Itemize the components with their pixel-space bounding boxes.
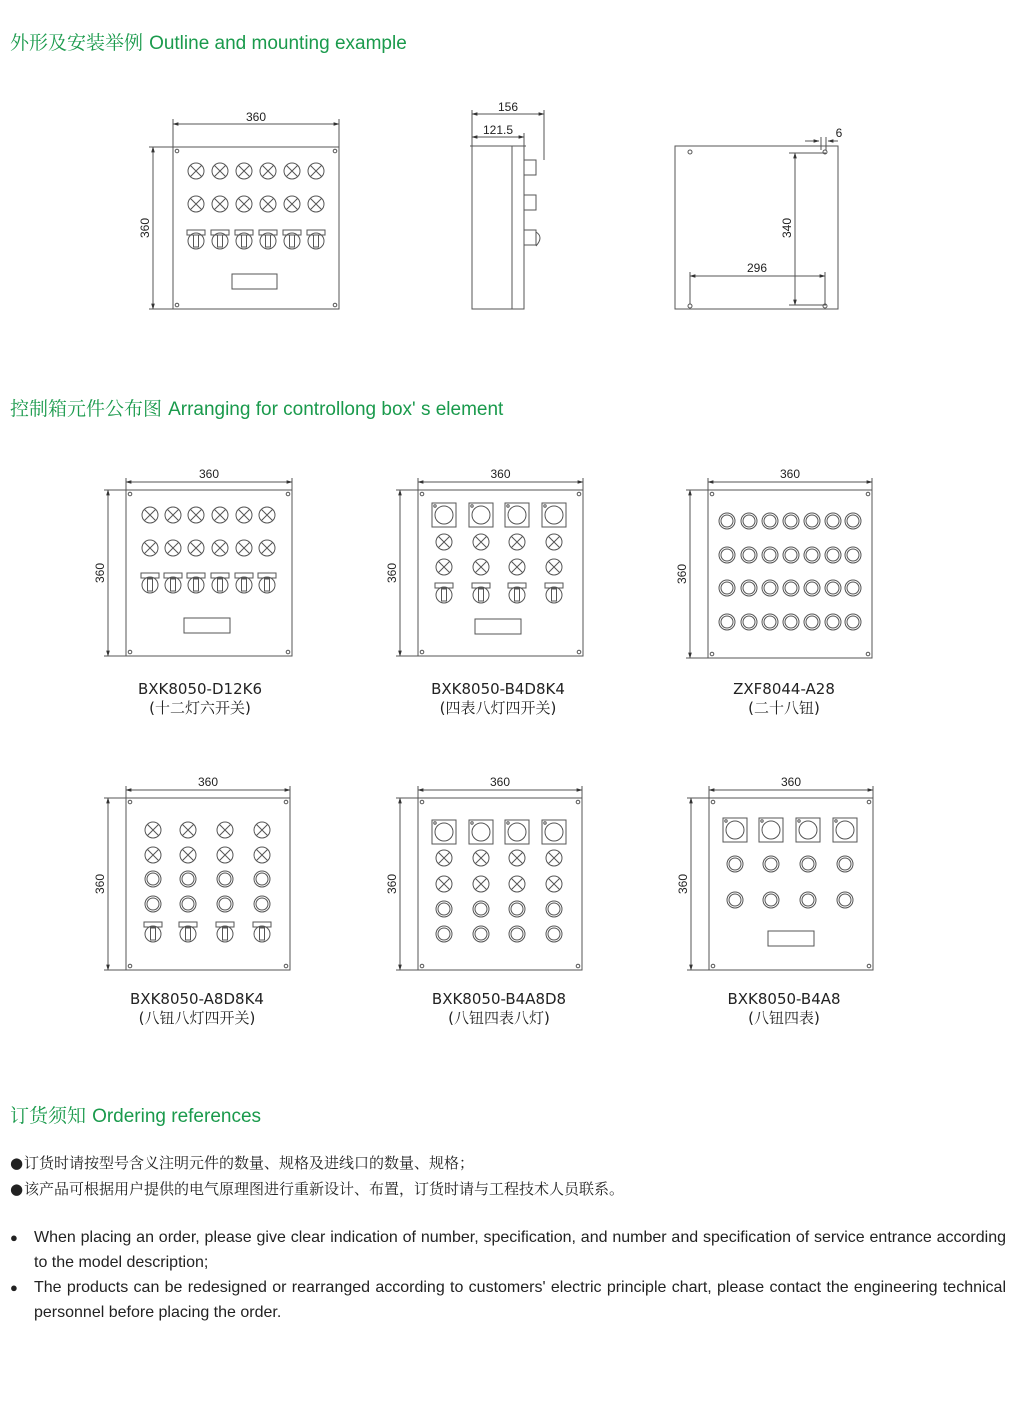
box-desc-5: (八钮四表八灯) (448, 1009, 550, 1027)
push-button-icon (800, 892, 816, 908)
switch-icon (211, 573, 229, 593)
indicator-lamp-icon (509, 876, 525, 892)
indicator-lamp-icon (145, 847, 161, 863)
push-button-icon (845, 614, 861, 630)
push-button-icon (783, 580, 799, 596)
section-arrangement-title-zh: 控制箱元件公布图 (10, 398, 163, 420)
outline-front-height-label: 360 (138, 217, 152, 239)
indicator-lamp-icon (217, 822, 233, 838)
box-desc-3: (二十八钮) (748, 699, 820, 717)
note-zh-2-text: 该产品可根据用户提供的电气原理图进行重新设计、布置，订货时请与工程技术人员联系。 (24, 1180, 625, 1198)
section-arrangement-heading (10, 394, 503, 421)
box-2-width-label: 360 (490, 467, 511, 481)
box-model-2: BXK8050-B4D8K4 (431, 680, 565, 698)
arrangement-box-4 (104, 786, 290, 970)
box-model-6: BXK8050-B4A8 (727, 990, 841, 1008)
push-button-icon (845, 513, 861, 529)
arrangement-box-3 (686, 478, 872, 658)
arrangement-box-2 (396, 478, 583, 656)
meter-icon (505, 820, 529, 844)
indicator-lamp-icon (546, 559, 562, 575)
box-6-width-label: 360 (780, 775, 802, 789)
box-desc-1: (十二灯六开关) (149, 699, 251, 717)
push-button-icon (719, 580, 735, 596)
box-3-height-label: 360 (675, 563, 689, 585)
push-button-icon (762, 547, 778, 563)
switch-icon (144, 922, 162, 942)
section-arrangement-title-en: Arranging for controllong box' s element (168, 399, 504, 420)
indicator-lamp-icon (436, 559, 452, 575)
push-button-icon (741, 547, 757, 563)
push-button-icon (180, 871, 196, 887)
indicator-lamp-icon (509, 850, 525, 866)
box-1-width-label: 360 (198, 467, 220, 481)
arrangement-box-1 (104, 478, 292, 656)
push-button-icon (217, 871, 233, 887)
box-5-height-label: 360 (385, 873, 399, 895)
indicator-lamp-icon (436, 850, 452, 866)
outline-front-width-label: 360 (245, 110, 267, 124)
switch-icon (435, 583, 453, 603)
indicator-lamp-icon (165, 507, 181, 523)
arrangement-box-5 (396, 786, 582, 970)
push-button-icon (145, 896, 161, 912)
push-button-icon (837, 892, 853, 908)
push-button-icon (436, 901, 452, 917)
ordering-notes-zh (10, 1150, 1006, 1202)
push-button-icon (763, 892, 779, 908)
indicator-lamp-icon (236, 540, 252, 556)
push-button-icon (254, 871, 270, 887)
meter-icon (759, 818, 783, 842)
indicator-lamp-icon (217, 847, 233, 863)
note-zh-1-text: 订货时请按型号含义注明元件的数量、规格及进线口的数量、规格； (24, 1154, 475, 1172)
note-en-1-text: When placing an order, please give clear indication of number, specification, and number and specification of service entrance according to the model description; (34, 1229, 1006, 1271)
indicator-lamp-icon (188, 540, 204, 556)
indicator-lamp-icon (180, 847, 196, 863)
push-button-icon (719, 513, 735, 529)
indicator-lamp-icon (165, 540, 181, 556)
meter-icon (833, 818, 857, 842)
push-button-icon (825, 513, 841, 529)
push-button-icon (837, 856, 853, 872)
outline-mount-height-label: 340 (780, 217, 794, 239)
push-button-icon (180, 896, 196, 912)
push-button-icon (783, 513, 799, 529)
meter-icon (505, 503, 529, 527)
box-4-height-label: 360 (93, 873, 107, 895)
indicator-lamp-icon (145, 822, 161, 838)
push-button-icon (762, 513, 778, 529)
box-model-1: BXK8050-D12K6 (137, 680, 262, 698)
push-button-icon (845, 547, 861, 563)
section-ordering-heading (10, 1101, 261, 1128)
outline-front-view (173, 147, 339, 309)
box-1-height-label: 360 (93, 562, 107, 584)
push-button-icon (800, 856, 816, 872)
outline-side-view (472, 146, 524, 309)
arrangement-box-6 (687, 786, 873, 970)
push-button-icon (254, 896, 270, 912)
push-button-icon (804, 547, 820, 563)
note-en-2-text: The products can be redesigned or rearranged according to customers' electric principle chart, please contact the engineering technical personnel before placing the order. (34, 1279, 1006, 1321)
indicator-lamp-icon (473, 559, 489, 575)
push-button-icon (825, 547, 841, 563)
indicator-lamp-icon (509, 534, 525, 550)
box-5-width-label: 360 (489, 775, 511, 789)
indicator-lamp-icon (236, 507, 252, 523)
indicator-lamp-icon (188, 507, 204, 523)
box-model-3: ZXF8044-A28 (733, 680, 835, 698)
outline-drawings (0, 0, 1024, 330)
push-button-icon (741, 614, 757, 630)
push-button-icon (762, 580, 778, 596)
indicator-lamp-icon (142, 507, 158, 523)
section-outline-title-en: Outline and mounting example (149, 33, 407, 54)
box-model-4: BXK8050-A8D8K4 (130, 990, 264, 1008)
push-button-icon (217, 896, 233, 912)
switch-icon (187, 573, 205, 593)
switch-icon (164, 573, 182, 593)
note-en-2 (10, 1275, 1006, 1325)
box-caption-1 (80, 680, 320, 718)
box-desc-4: (八钮八灯四开关) (138, 1009, 256, 1027)
indicator-lamp-icon (259, 540, 275, 556)
meter-icon (469, 503, 493, 527)
switch-icon (179, 922, 197, 942)
push-button-icon (845, 580, 861, 596)
push-button-icon (436, 926, 452, 942)
push-button-icon (719, 547, 735, 563)
indicator-lamp-icon (142, 540, 158, 556)
box-6-height-label: 360 (676, 873, 690, 895)
ordering-notes-en (10, 1225, 1006, 1325)
push-button-icon (783, 614, 799, 630)
section-ordering-title-en: Ordering references (92, 1106, 262, 1127)
push-button-icon (741, 513, 757, 529)
bullet-icon: ● (10, 1154, 24, 1172)
push-button-icon (727, 892, 743, 908)
push-button-icon (763, 856, 779, 872)
push-button-icon (719, 614, 735, 630)
arrangement-drawings (0, 460, 1024, 1020)
box-model-5: BXK8050-B4A8D8 (431, 990, 567, 1008)
switch-icon (472, 583, 490, 603)
box-4-width-label: 360 (197, 775, 219, 789)
meter-icon (432, 820, 456, 844)
bullet-icon: ● (10, 1180, 24, 1198)
push-button-icon (509, 926, 525, 942)
push-button-icon (825, 614, 841, 630)
outline-mount-offset-label: 6 (835, 126, 843, 140)
note-zh-1 (10, 1150, 1006, 1176)
indicator-lamp-icon (254, 847, 270, 863)
indicator-lamp-icon (546, 534, 562, 550)
box-desc-6: (八钮四表) (748, 1009, 820, 1027)
push-button-icon (473, 926, 489, 942)
push-button-icon (727, 856, 743, 872)
switch-icon (545, 583, 563, 603)
indicator-lamp-icon (546, 850, 562, 866)
indicator-lamp-icon (180, 822, 196, 838)
box-caption-3 (664, 680, 904, 718)
indicator-lamp-icon (436, 876, 452, 892)
meter-icon (796, 818, 820, 842)
push-button-icon (473, 901, 489, 917)
meter-icon (542, 503, 566, 527)
indicator-lamp-icon (259, 507, 275, 523)
switch-icon (141, 573, 159, 593)
switch-icon (508, 583, 526, 603)
push-button-icon (741, 580, 757, 596)
push-button-icon (804, 513, 820, 529)
box-3-width-label: 360 (779, 467, 801, 481)
meter-icon (432, 503, 456, 527)
note-en-1 (10, 1225, 1006, 1275)
switch-icon (258, 573, 276, 593)
outline-mount-width-label: 296 (746, 261, 768, 275)
indicator-lamp-icon (509, 559, 525, 575)
indicator-lamp-icon (212, 540, 228, 556)
indicator-lamp-icon (436, 534, 452, 550)
push-button-icon (825, 580, 841, 596)
push-button-icon (762, 614, 778, 630)
indicator-lamp-icon (546, 876, 562, 892)
section-outline-title-zh: 外形及安装举例 (10, 32, 144, 54)
box-desc-2: (四表八灯四开关) (439, 699, 557, 717)
indicator-lamp-icon (473, 876, 489, 892)
section-ordering-title-zh: 订货须知 (10, 1105, 87, 1127)
bullet-icon: ● (10, 1280, 18, 1295)
indicator-lamp-icon (473, 850, 489, 866)
meter-icon (723, 818, 747, 842)
box-caption-5 (379, 990, 619, 1028)
push-button-icon (509, 901, 525, 917)
outline-side-body-label: 121.5 (482, 123, 514, 137)
push-button-icon (546, 926, 562, 942)
push-button-icon (145, 871, 161, 887)
meter-icon (542, 820, 566, 844)
switch-icon (216, 922, 234, 942)
indicator-lamp-icon (212, 507, 228, 523)
indicator-lamp-icon (473, 534, 489, 550)
box-2-height-label: 360 (385, 562, 399, 584)
switch-icon (253, 922, 271, 942)
push-button-icon (804, 614, 820, 630)
push-button-icon (783, 547, 799, 563)
meter-icon (469, 820, 493, 844)
push-button-icon (804, 580, 820, 596)
push-button-icon (546, 901, 562, 917)
outline-mounting-view (675, 146, 838, 309)
switch-icon (235, 573, 253, 593)
note-zh-2 (10, 1176, 1006, 1202)
bullet-icon: ● (10, 1230, 18, 1245)
outline-side-total-label: 156 (497, 100, 519, 114)
box-caption-4 (77, 990, 317, 1028)
indicator-lamp-icon (254, 822, 270, 838)
box-caption-6 (664, 990, 904, 1028)
box-caption-2 (378, 680, 618, 718)
